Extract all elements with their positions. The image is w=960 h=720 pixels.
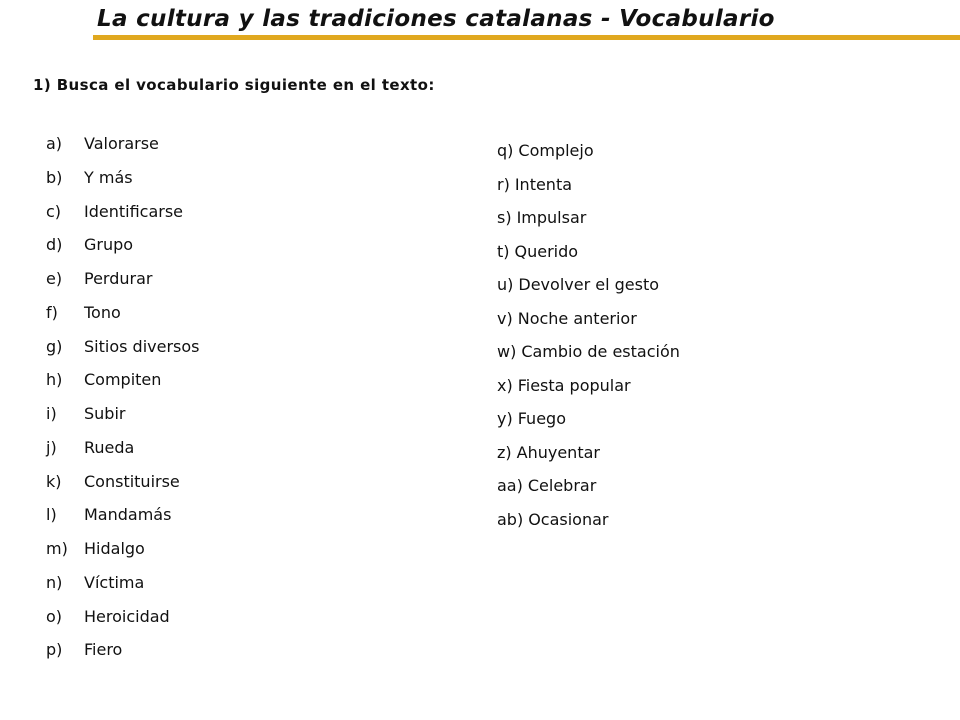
item-letter: x) <box>497 375 513 395</box>
item-letter: n) <box>46 572 63 592</box>
item-word: Querido <box>514 241 579 261</box>
vocab-item <box>497 443 680 477</box>
vocab-item <box>46 303 199 337</box>
item-word: Noche anterior <box>517 308 637 328</box>
item-letter: g) <box>46 336 63 356</box>
vocab-item <box>46 202 199 236</box>
vocab-item <box>46 269 199 303</box>
item-word: Rueda <box>84 437 135 457</box>
vocab-item <box>46 607 199 641</box>
vocabulary-list-left <box>46 134 199 674</box>
item-word: Impulsar <box>516 208 587 227</box>
item-letter: z) <box>497 442 512 462</box>
vocab-item <box>46 640 199 674</box>
vocab-item <box>46 573 199 607</box>
item-letter: v) <box>497 308 513 328</box>
vocab-item <box>497 242 680 276</box>
item-word: Heroicidad <box>84 606 170 626</box>
item-word: Sitios diversos <box>84 336 200 356</box>
item-letter: w) <box>497 342 517 361</box>
item-letter: q) <box>497 141 514 160</box>
item-word: Grupo <box>84 235 134 255</box>
item-letter: a) <box>46 134 63 153</box>
item-letter: e) <box>46 269 63 288</box>
item-word: Identificarse <box>84 201 184 221</box>
item-letter: ab) <box>497 509 524 529</box>
item-word: Ocasionar <box>528 509 609 529</box>
item-word: Celebrar <box>527 476 597 495</box>
vocab-item <box>46 235 199 269</box>
instruction-text: 1) Busca el vocabulario siguiente en el texto: <box>33 76 435 94</box>
vocab-item <box>497 409 680 443</box>
item-word: Cambio de estación <box>521 342 680 361</box>
vocab-item <box>497 510 680 544</box>
vocab-item <box>497 175 680 209</box>
item-word: Devolver el gesto <box>518 275 660 294</box>
item-word: Mandamás <box>84 505 172 525</box>
item-word: Complejo <box>518 141 594 160</box>
item-letter: s) <box>497 208 512 227</box>
vocab-item <box>46 370 199 404</box>
slide-title: La cultura y las tradiciones catalanas - Vocabulario <box>97 6 775 32</box>
vocabulary-list-right <box>497 141 680 543</box>
item-letter: m) <box>46 539 68 558</box>
item-word: Valorarse <box>84 134 159 153</box>
vocab-item <box>46 404 199 438</box>
vocab-item <box>497 376 680 410</box>
item-letter: t) <box>497 241 510 261</box>
vocab-item <box>497 309 680 343</box>
vocab-item <box>497 476 680 510</box>
item-word: Intenta <box>514 174 573 194</box>
vocab-item <box>497 342 680 376</box>
item-word: Víctima <box>84 572 145 592</box>
vocab-item <box>46 337 199 371</box>
item-word: Subir <box>84 404 126 423</box>
item-word: Constituirse <box>84 471 180 491</box>
item-word: Perdurar <box>84 269 153 288</box>
item-letter: p) <box>46 640 63 660</box>
vocab-item <box>46 505 199 539</box>
item-letter: i) <box>46 404 57 423</box>
item-word: Ahuyentar <box>516 442 600 462</box>
item-word: Fiesta popular <box>517 375 631 395</box>
item-word: Fuego <box>517 409 566 428</box>
vocab-item <box>46 539 199 573</box>
item-letter: u) <box>497 275 514 294</box>
item-word: Compiten <box>84 370 162 390</box>
vocab-item <box>46 438 199 472</box>
item-word: Hidalgo <box>84 539 145 558</box>
title-underline <box>93 35 960 40</box>
item-word: Fiero <box>84 640 123 660</box>
item-letter: y) <box>497 409 513 428</box>
item-letter: d) <box>46 235 63 255</box>
vocab-item <box>46 134 199 168</box>
item-letter: h) <box>46 370 63 390</box>
item-letter: l) <box>46 505 57 525</box>
item-word: Tono <box>84 302 121 322</box>
item-letter: aa) <box>497 476 523 495</box>
item-letter: b) <box>46 167 63 187</box>
item-letter: c) <box>46 201 62 221</box>
vocab-item <box>46 168 199 202</box>
item-letter: f) <box>46 302 58 322</box>
vocab-item <box>46 472 199 506</box>
item-letter: j) <box>46 437 57 457</box>
vocab-item <box>497 275 680 309</box>
item-letter: r) <box>497 174 510 194</box>
vocab-item <box>497 208 680 242</box>
item-letter: k) <box>46 471 62 491</box>
item-word: Y más <box>84 167 133 187</box>
vocab-item <box>497 141 680 175</box>
item-letter: o) <box>46 606 63 626</box>
